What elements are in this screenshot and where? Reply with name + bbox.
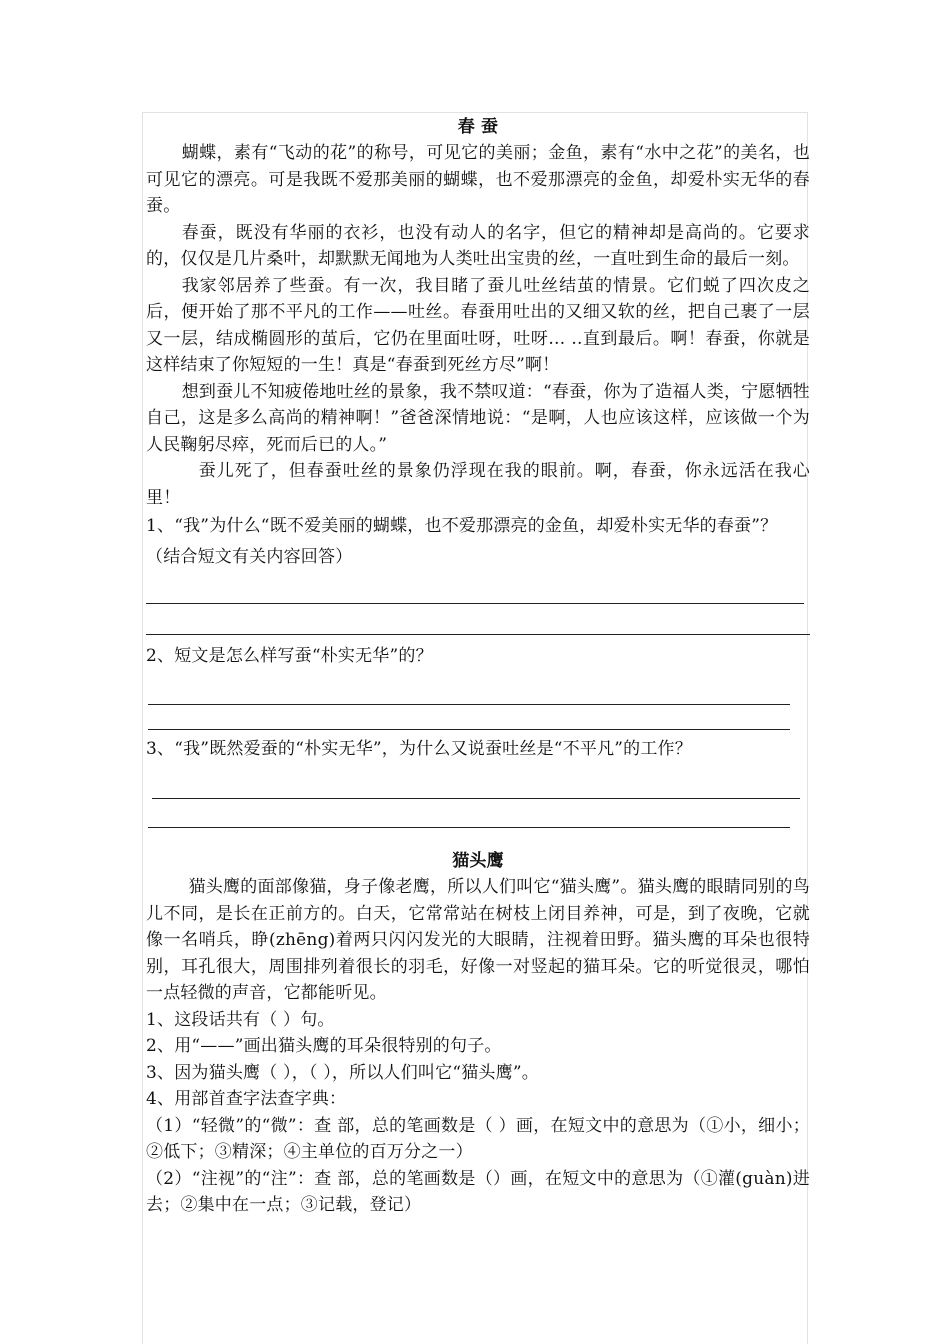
- section1-question-3: 3、“我”既然爱蚕的“朴实无华”，为什么又说蚕吐丝是“不平凡”的工作？: [146, 738, 692, 759]
- section2-paragraph: 猫头鹰的面部像猫，身子像老鹰，所以人们叫它“猫头鹰”。猫头鹰的眼睛同别的鸟儿不同，是长在正前方的。白天，它常常站在树枝上闭目养神，可是，到了夜晚，它就像一名哨兵，睁(zhēng)着两只闪闪发光的大眼睛，注视着田野。猫头鹰的耳朵也很特别，耳孔很大，周围排列着很长的羽毛，好像一对竖起的猫耳朵。它的听觉很灵，哪怕一点轻微的声音，它都能听见。: [146, 877, 810, 1003]
- section1-paragraph-5: 蚕儿死了，但春蚕吐丝的景象仍浮现在我的眼前。啊，春蚕，你永远活在我心里！: [146, 461, 810, 508]
- section1-paragraph-3: 我家邻居养了些蚕。有一次，我目睹了蚕儿吐丝结茧的情景。它们蜕了四次皮之后，便开始了那不平凡的工作——吐丝。春蚕用吐出的又细又软的丝，把自己裹了一层又一层，结成椭圆形的茧后，它仍在里面吐呀，吐呀… ..直到最后。啊！春蚕，你就是这样结束了你短短的一生！真是“春蚕到死丝方尽”啊！: [146, 275, 810, 375]
- section1-question-2: 2、短文是怎么样写蚕“朴实无华”的？: [146, 646, 433, 666]
- section2-question-1: 1、这段话共有（ ）句。: [146, 1009, 335, 1030]
- section2-question-2: 2、用“——”画出猫头鹰的耳朵很特别的句子。: [146, 1036, 502, 1056]
- section1-paragraph-2: 春蚕，既没有华丽的衣衫，也没有动人的名字，但它的精神却是高尚的。它要求的，仅仅是几片桑叶，却默默无闻地为人类吐出宝贵的丝，一直吐到生命的最后一刻。: [146, 222, 810, 269]
- document-content: [146, 114, 810, 1219]
- answer-line[interactable]: [148, 729, 790, 730]
- section1-paragraph-1: 蝴蝶，素有“飞动的花”的称号，可见它的美丽；金鱼，素有“水中之花”的美名，也可见它的漂亮。可是我既不爱那美丽的蝴蝶，也不爱那漂亮的金鱼，却爱朴实无华的春蚕。: [146, 143, 810, 216]
- section2-question-4-1: （1）“轻微”的“微”：查 部，总的笔画数是（ ）画，在短文中的意思为（①小，细小；②低下；③精深；④主单位的百万分之一）: [146, 1115, 810, 1162]
- section2-question-4-2: （2）“注视”的“注”：查 部，总的笔画数是（）画，在短文中的意思为（①灌(guàn)进去；②集中在一点；③记载，登记）: [146, 1168, 810, 1215]
- section1-title: 春 蚕: [457, 117, 499, 137]
- section2-title: 猫头鹰: [452, 851, 504, 871]
- section2-question-3: 3、因为猫头鹰（ ），（ ），所以人们叫它“猫头鹰”。: [146, 1062, 539, 1083]
- answer-line[interactable]: [146, 634, 810, 635]
- section2-question-4: 4、用部首查字法查字典：: [146, 1089, 347, 1109]
- section1-paragraph-4: 想到蚕儿不知疲倦地吐丝的景象，我不禁叹道：“春蚕，你为了造福人类，宁愿牺牲自己，这是多么高尚的精神啊！”爸爸深情地说：“是啊，人也应该这样，应该做一个为人民鞠躬尽瘁，死而后已的人。”: [146, 381, 810, 455]
- section1-question-1: 1、“我”为什么“既不爱美丽的蝴蝶，也不爱那漂亮的金鱼，却爱朴实无华的春蚕”？（结合短文有关内容回答）: [146, 516, 778, 567]
